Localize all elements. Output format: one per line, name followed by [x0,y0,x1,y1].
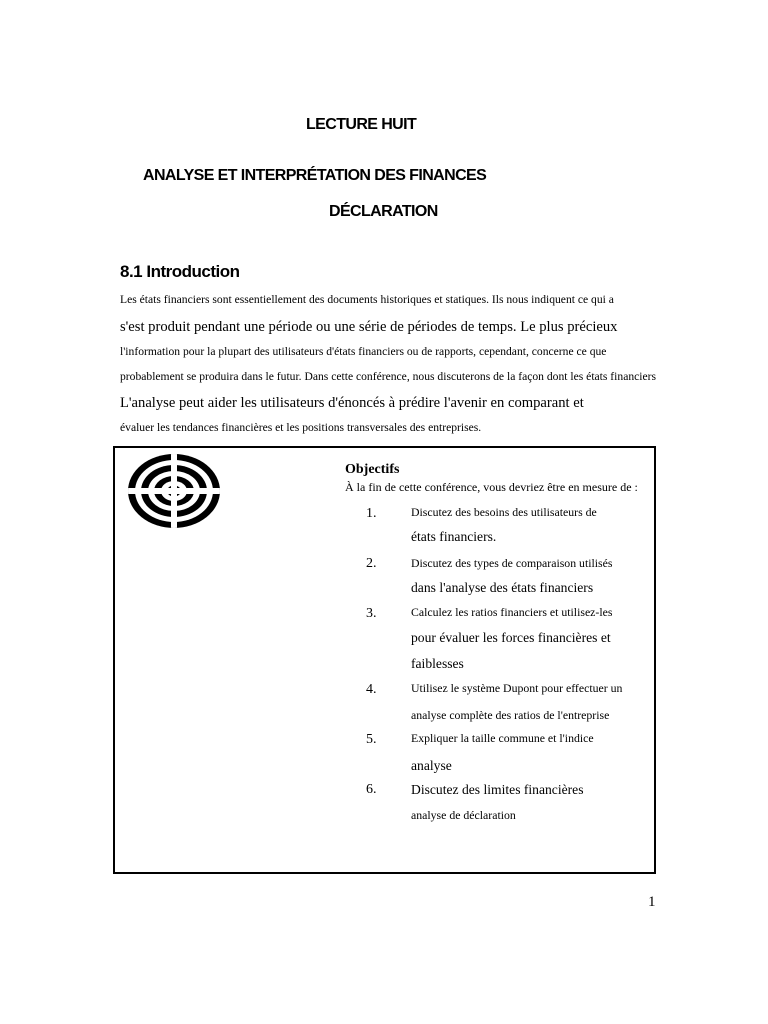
objective-text: pour évaluer les forces financières et [411,630,611,645]
page-number: 1 [648,894,656,910]
objective-text: dans l'analyse des états financiers [411,580,594,595]
objective-text: analyse de déclaration [411,808,516,822]
objective-number: 5. [366,732,377,747]
objectives-intro: À la fin de cette conférence, vous devriez être en mesure de : [345,480,638,494]
objective-text: Utilisez le système Dupont pour effectuer un [411,681,623,695]
intro-line: L'analyse peut aider les utilisateurs d'énoncés à prédire l'avenir en comparant et [120,395,584,411]
objective-text: analyse [411,758,452,773]
objectives-title: Objectifs [345,462,400,477]
target-icon [127,453,221,529]
objective-text: Discutez des limites financières [411,782,584,797]
objective-text: analyse complète des ratios de l'entreprise [411,708,610,722]
intro-line: évaluer les tendances financières et les positions transversales des entreprises. [120,421,482,434]
chapter-title-line-2: DÉCLARATION [329,203,438,220]
intro-line: s'est produit pendant une période ou une série de périodes de temps. Le plus précieux [120,319,618,335]
intro-line: probablement se produira dans le futur. Dans cette conférence, nous discuterons de la façon dont les états financiers [120,370,657,383]
objective-text: faiblesses [411,656,464,671]
intro-line: Les états financiers sont essentiellement des documents historiques et statiques. Ils nous indiquent ce qui a [120,293,614,306]
lecture-title: LECTURE HUIT [306,116,417,133]
intro-line: l'information pour la plupart des utilisateurs d'états financiers ou de rapports, cependant, concerne ce que [120,345,607,358]
objective-text: Discutez des types de comparaison utilisés [411,556,613,570]
objective-number: 1. [366,506,377,521]
objective-text: Discutez des besoins des utilisateurs de [411,505,597,519]
objective-text: Expliquer la taille commune et l'indice [411,731,594,745]
objective-number: 2. [366,556,377,571]
objective-number: 4. [366,682,377,697]
chapter-title-line-1: ANALYSE ET INTERPRÉTATION DES FINANCES [143,167,487,184]
objective-text: Calculez les ratios financiers et utilisez-les [411,605,613,619]
objective-number: 3. [366,606,377,621]
objective-number: 6. [366,782,377,797]
objective-text: états financiers. [411,529,497,544]
section-heading: 8.1 Introduction [120,262,240,281]
